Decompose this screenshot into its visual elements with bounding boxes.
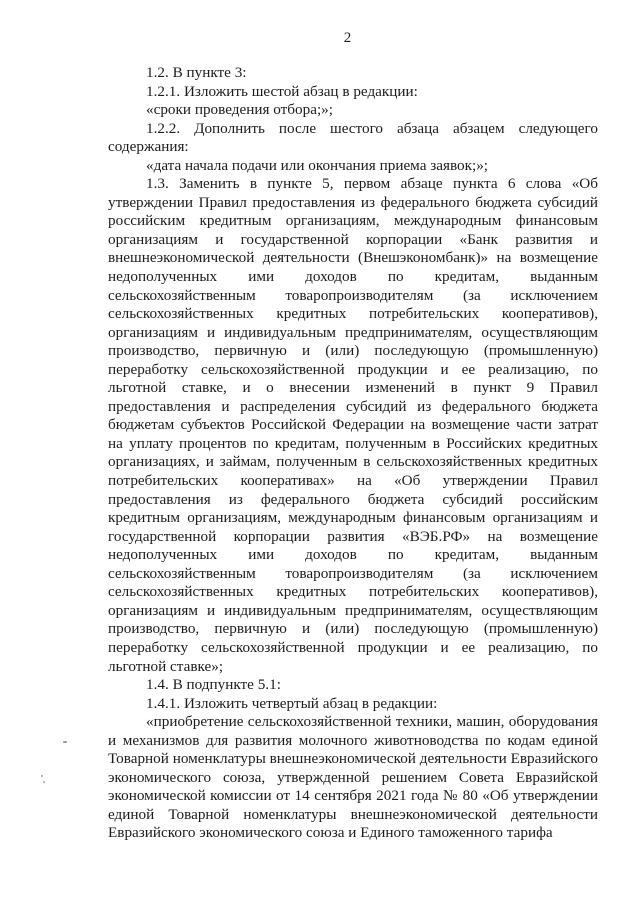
document-body [108, 64, 598, 843]
paragraph-1-4: 1.4. В подпункте 5.1: [146, 676, 281, 694]
paragraph-quote-selection-dates: «сроки проведения отбора;»; [146, 101, 333, 119]
paragraph-quote-machinery: «приобретение сельскохозяйственной техники, машин, оборудования и механизмов для развития молочного животноводства по кодам единой Товарной номенклатуры внешнеэкономической деятельности Евразийского экономического союза, утвержденной решением Совета Евразийской экономической комиссии от 14 сентября 2021 года № 80 «Об утверждении единой Товарной номенклатуры внешнеэкономической деятельности Евразийского экономического союза и Единого таможенного тарифа [108, 713, 598, 842]
paragraph-quote-application-dates: «дата начала подачи или окончания приема заявок;»; [146, 156, 489, 174]
scan-speck [41, 775, 43, 777]
paragraph-1-2: 1.2. В пункте 3: [146, 64, 247, 81]
paragraph-1-2-1: 1.2.1. Изложить шестой абзац в редакции: [146, 82, 418, 100]
paragraph-1-2-2: 1.2.2. Дополнить после шестого абзаца абзацем следующего содержания: [108, 119, 598, 156]
page-number: 2 [343, 30, 352, 46]
paragraph-1-3: 1.3. Заменить в пункте 5, первом абзаце пункта 6 слова «Об утверждении Правил предоставления из федерального бюджета субсидий российским кредитным организациям, международным финансовым организациям и государственной корпорации «Банк развития и внешнеэкономической деятельности (Внешэкономбанк)» на возмещение недополученных ими доходов по кредитам, выданным сельскохозяйственным товаропроизводителям (за исключением сельскохозяйственных кредитных потребительских кооперативов), организациям и индивидуальным предпринимателям, осуществляющим производство, первичную и (или) последующую (промышленную) переработку сельскохозяйственной продукции и ее реализацию, по льготной ставке, и о внесении изменений в пункт 9 Правил предоставления и распределения субсидий из федерального бюджета бюджетам субъектов Российской Федерации на возмещение части затрат на уплату процентов по кредитам, полученным в Российских кредитных организациях, и займам, полученным в сельскохозяйственных кредитных потребительских кооперативах» на «Об утверждении Правил предоставления из федерального бюджета субсидий российским кредитным организациям, международным финансовым организациям и государственной корпорации развития «ВЭБ.РФ» на возмещение недополученных ими доходов по кредитам, выданным сельскохозяйственным товаропроизводителям (за исключением сельскохозяйственных кредитных потребительских кооперативов), организациям и индивидуальным предпринимателям, осуществляющим производство, первичную и (или) последующую (промышленную) переработку сельскохозяйственной продукции и ее реализацию, по льготной ставке»; [108, 175, 598, 675]
scan-speck [63, 741, 67, 743]
paragraph-1-4-1: 1.4.1. Изложить четвертый абзац в редакции: [146, 694, 438, 712]
scan-speck [43, 781, 45, 783]
